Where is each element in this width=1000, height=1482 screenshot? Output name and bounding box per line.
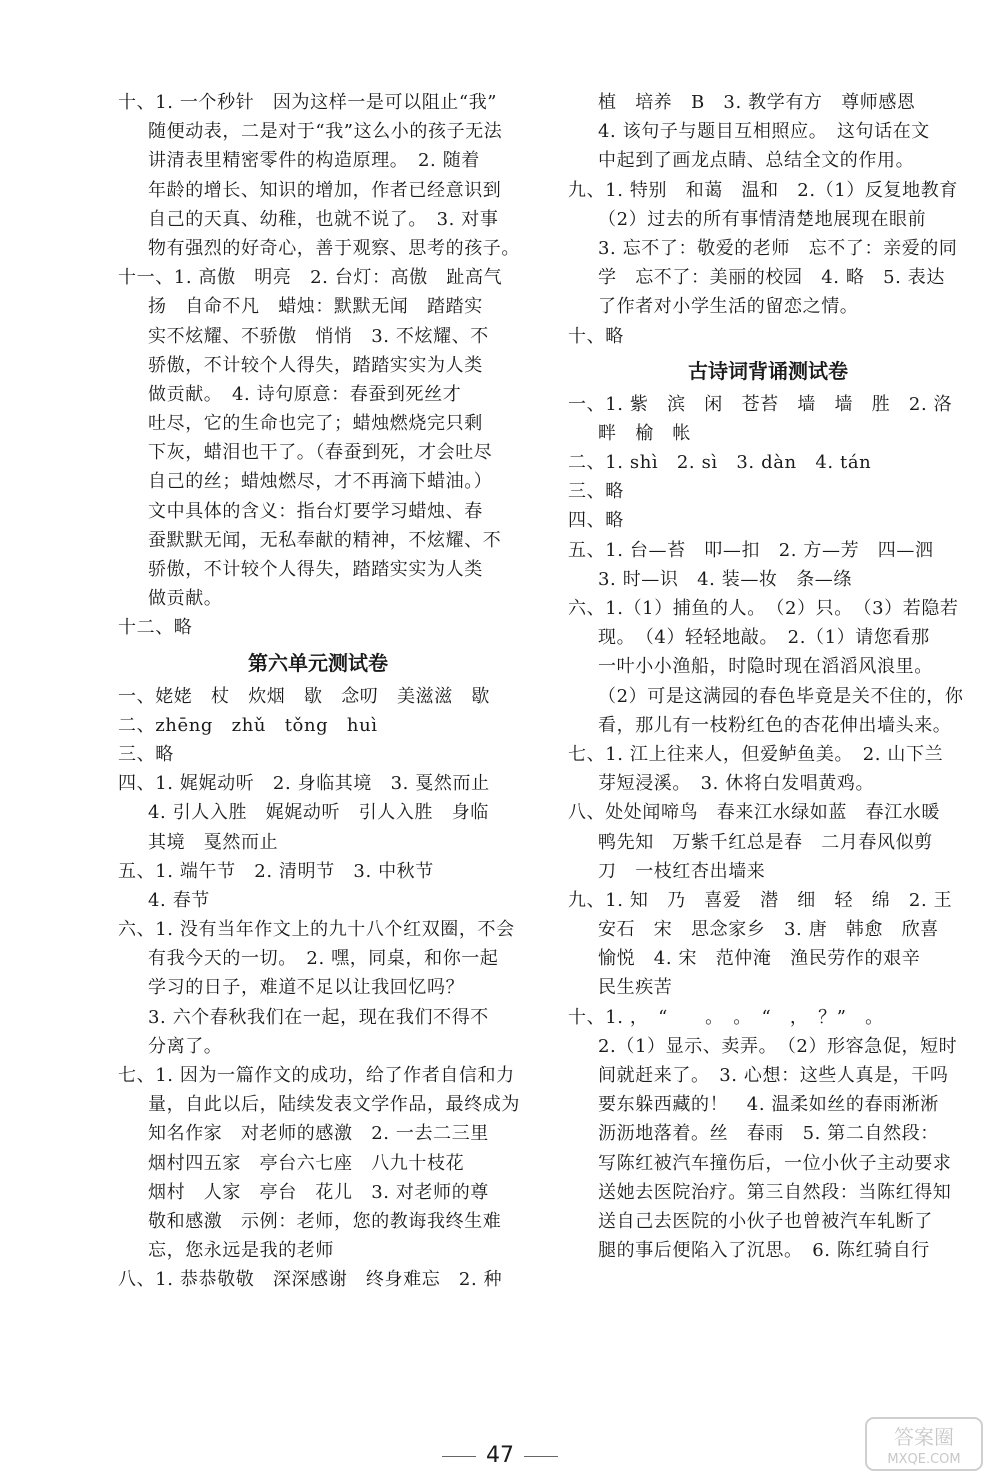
answer-line: 4. 该句子与题目互相照应。 这句话在文	[598, 121, 930, 143]
answer-line: 2.（1）显示、卖弄。 （2）形容急促，短时	[598, 1035, 958, 1057]
answer-line: 送她去医院治疗。第三自然段：当陈红得知	[598, 1181, 952, 1203]
answer-line: 一、姥姥 杖 炊烟 歇 念叨 美滋滋 歇	[118, 685, 490, 707]
answer-line: 知名作家 对老师的感激 2. 一去二三里	[148, 1123, 489, 1145]
page-number: 47	[486, 1443, 514, 1468]
answer-line: 四、1. 娓娓动听 2. 身临其境 3. 戛然而止	[118, 773, 490, 795]
answer-line: 物有强烈的好奇心，善于观察、思考的孩子。	[148, 237, 520, 259]
footer-dash-left	[442, 1456, 476, 1457]
answer-line: 分离了。	[148, 1035, 223, 1057]
answer-line: 有我今天的一切。 2. 嘿，同桌，和你一起	[148, 948, 499, 970]
answer-line: 烟村四五家 亭台六七座 八九十枝花	[148, 1152, 465, 1174]
answer-line: 自己的丝；蜡烛燃尽，才不再滴下蜡油。）	[148, 471, 493, 493]
page-footer	[0, 1443, 1000, 1468]
answer-line: 了作者对小学生活的留恋之情。	[598, 296, 859, 318]
answer-line: 4. 春节	[148, 889, 210, 911]
answer-line: 做贡献。 4. 诗句原意：春蚕到死丝才	[148, 383, 462, 405]
answer-line: 扬 自命不凡 蜡烛：默默无闻 踏踏实	[148, 296, 483, 318]
answer-line: 随便动表，二是对于“我”这么小的孩子无法	[148, 121, 503, 143]
answer-line: 烟村 人家 亭台 花儿 3. 对老师的尊	[148, 1181, 489, 1203]
answer-line: 量，自此以后，陆续发表文学作品，最终成为	[148, 1094, 520, 1116]
answer-line: 间就赶来了。 3. 心想：这些人真是，干吗	[598, 1065, 949, 1086]
answer-line: 送自己去医院的小伙子也曾被汽车轧断了	[598, 1210, 933, 1232]
answer-line: 3. 六个春秋我们在一起，现在我们不得不	[148, 1006, 489, 1028]
answer-line: 十二、略	[118, 617, 193, 639]
answer-line: 九、1. 特别 和蔼 温和 2.（1）反复地教育	[568, 179, 958, 201]
answer-line: 骄傲，不计较个人得失，踏踏实实为人类	[148, 354, 483, 376]
answer-line: 四、略	[568, 510, 624, 532]
answer-line: 九、1. 知 乃 喜爱 潜 细 轻 绵 2. 王	[568, 889, 953, 911]
answer-line: 植 培养 B 3. 教学有方 尊师感恩	[598, 92, 916, 113]
answer-line: 民生疾苦	[598, 977, 673, 999]
answer-line: 五、1. 台—苔 叩—扣 2. 方—芳 四—泗	[568, 539, 934, 561]
answer-line: 4. 引人入胜 娓娓动听 引人入胜 身临	[148, 802, 489, 824]
answer-line: 下灰，蜡泪也干了。（春蚕到死，才会吐尽	[148, 442, 493, 464]
answer-line: 愉悦 4. 宋 范仲淹 渔民劳作的艰辛	[598, 948, 921, 970]
answer-line: 一叶小小渔船，时隐时现在滔滔风浪里。	[598, 656, 933, 678]
answer-line: 七、1. 因为一篇作文的成功，给了作者自信和力	[118, 1065, 515, 1086]
answer-line: 十、略	[568, 325, 624, 347]
answer-line: 刀 一枝红杏出墙来	[598, 860, 766, 882]
answer-line: 看，那儿有一枝粉红色的杏花伸出墙头来。	[598, 714, 952, 736]
answer-line: 吐尽，它的生命也完了；蜡烛燃烧完只剩	[148, 413, 483, 435]
answer-line: 学习的日子，难道不足以让我回忆吗？	[148, 977, 465, 999]
answer-line: 安石 宋 思念家乡 3. 唐 韩愈 欣喜	[598, 919, 939, 941]
answer-line: 八、处处闻啼鸟 春来江水绿如蓝 春江水暖	[568, 802, 940, 824]
answer-line: 芽短浸溪。 3. 休将白发唱黄鸡。	[598, 773, 875, 795]
answer-line: 3. 忘不了：敬爱的老师 忘不了：亲爱的同	[598, 237, 958, 259]
answer-line: 3. 时—识 4. 装—妆 条—绦	[598, 568, 852, 590]
answer-line: 讲清表里精密零件的构造原理。 2. 随着	[148, 150, 480, 172]
right-column	[568, 88, 968, 1265]
answer-line: （2）过去的所有事情清楚地展现在眼前	[598, 208, 927, 230]
answer-line: 二、1. shì 2. sì 3. dàn 4. tán	[568, 452, 872, 474]
answer-line: 学 忘不了：美丽的校园 4. 略 5. 表达	[598, 267, 945, 289]
answer-line: 十、1. ， “ 。 。 “ ， ？” 。	[568, 1006, 884, 1028]
section-title: 第六单元测试卷	[248, 650, 388, 675]
answer-line: 一、1. 紫 滨 闲 苍苔 墙 墙 胜 2. 洛	[568, 393, 953, 415]
svg-text:答案圈: 答案圈	[894, 1425, 954, 1449]
answer-line: 十一、1. 高傲 明亮 2. 台灯：高傲 趾高气	[118, 267, 503, 289]
answer-line: 七、1. 江上往来人，但爱鲈鱼美。 2. 山下兰	[568, 743, 944, 765]
answer-line: 年龄的增长、知识的增加，作者已经意识到	[148, 179, 502, 201]
footer-dash-right	[524, 1456, 558, 1457]
answer-line: 畔 榆 帐	[598, 422, 691, 444]
answer-line: 沥沥地落着。丝 春雨 5. 第二自然段：	[598, 1123, 939, 1145]
answer-line: 八、1. 恭恭敬敬 深深感谢 终身难忘 2. 种	[118, 1269, 503, 1291]
answer-line: 中起到了画龙点睛、总结全文的作用。	[598, 150, 915, 172]
answer-line: 十、1. 一个秒针 因为这样一是可以阻止“我”	[118, 92, 498, 113]
answer-line: 骄傲，不计较个人得失，踏踏实实为人类	[148, 559, 483, 580]
answer-line: 文中具体的含义：指台灯要学习蜡烛、春	[148, 500, 483, 522]
section-title: 古诗词背诵测试卷	[688, 358, 848, 383]
answer-line: 写陈红被汽车撞伤后，一位小伙子主动要求	[598, 1152, 952, 1174]
answer-line: 忘，您永远是我的老师	[148, 1240, 334, 1262]
answer-line: 六、1.（1）捕鱼的人。 （2）只。 （3）若隐若	[568, 598, 959, 619]
answer-line: 实不炫耀、不骄傲 悄悄 3. 不炫耀、不	[148, 325, 489, 347]
answer-line: 二、zhēng zhǔ tǒng huì	[118, 714, 378, 736]
svg-text:MXQE.COM: MXQE.COM	[887, 1452, 961, 1467]
answer-line: 现。 （4）轻轻地敲。 2.（1）请您看那	[598, 627, 930, 649]
left-column	[118, 88, 518, 1295]
answer-line: 六、1. 没有当年作文上的九十八个红双圈，不会	[118, 919, 515, 941]
answer-line: 三、略	[118, 743, 174, 765]
answer-line: （2）可是这满园的春色毕竟是关不住的，你	[598, 685, 964, 707]
answer-line: 敬和感激 示例：老师，您的教诲我终生难	[148, 1210, 502, 1232]
watermark-logo	[864, 1416, 984, 1472]
answer-line: 做贡献。	[148, 588, 223, 610]
answer-line: 自己的天真、幼稚，也就不说了。 3. 对事	[148, 208, 499, 230]
answer-line: 三、略	[568, 481, 624, 503]
answer-line: 要东躲西藏的！ 4. 温柔如丝的春雨淅淅	[598, 1094, 939, 1116]
answer-line: 蚕默默无闻，无私奉献的精神，不炫耀、不	[148, 529, 502, 551]
answer-line: 其境 戛然而止	[148, 831, 279, 853]
answer-line: 腿的事后便陷入了沉思。 6. 陈红骑自行	[598, 1240, 930, 1262]
answer-line: 五、1. 端午节 2. 清明节 3. 中秋节	[118, 860, 434, 882]
answer-line: 鸭先知 万紫千红总是春 二月春风似剪	[598, 831, 933, 853]
